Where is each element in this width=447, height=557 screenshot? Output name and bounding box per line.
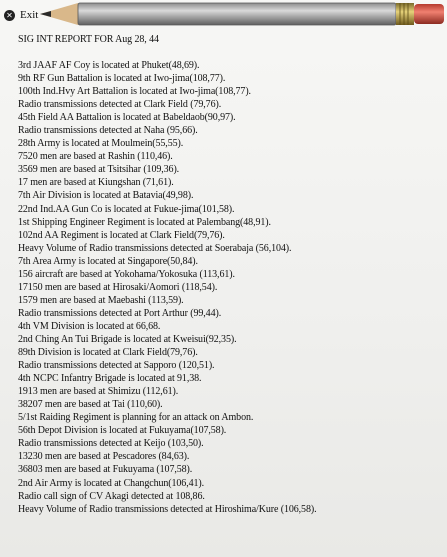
report-line: 13230 men are based at Pescadores (84,63). <box>18 451 190 463</box>
report-line: Heavy Volume of Radio transmissions detected at Soerabaja (56,104). <box>18 242 292 254</box>
report-line: Radio transmissions detected at Naha (95,66). <box>18 125 198 137</box>
report-line: 1913 men are based at Shimizu (112,61). <box>18 386 179 398</box>
report-lines <box>18 59 438 516</box>
report-line: 5/1st Raiding Regiment is planning for an attack on Ambon. <box>18 412 254 424</box>
report-line: 36803 men are based at Fukuyama (107,58). <box>18 464 193 476</box>
exit-label: Exit <box>20 9 39 21</box>
report-line: 45th Field AA Battalion is located at Babeldaob(90,97). <box>18 112 236 124</box>
report-line: 22nd Ind.AA Gun Co is located at Fukue-jima(101,58). <box>18 203 235 215</box>
report-line: 4th NCPC Infantry Brigade is located at 91,38. <box>18 373 202 385</box>
report-line: 9th RF Gun Battalion is located at Iwo-jima(108,77). <box>18 73 226 85</box>
report-line: 89th Division is located at Clark Field(79,76). <box>18 347 198 359</box>
report-line: 102nd AA Regiment is located at Clark Field(79,76). <box>18 229 225 241</box>
close-icon: ✕ <box>4 10 15 21</box>
report-line: Heavy Volume of Radio transmissions detected at Hiroshima/Kure (106,58). <box>18 503 317 515</box>
report-line: Radio transmissions detected at Keijo (103,50). <box>18 438 204 450</box>
pencil-icon <box>40 0 447 30</box>
report-line: 1st Shipping Engineer Regiment is located at Palembang(48,91). <box>18 216 271 228</box>
report-line: 2nd Ching An Tui Brigade is located at Kweisui(92,35). <box>18 333 237 345</box>
report-line: Radio transmissions detected at Port Arthur (99,44). <box>18 307 222 319</box>
report-line: 17150 men are based at Hirosaki/Aomori (118,54). <box>18 281 218 293</box>
report-line: 100th Ind.Hvy Art Battalion is located at Iwo-jima(108,77). <box>18 86 251 98</box>
report-line: 7th Area Army is located at Singapore(50,84). <box>18 255 198 267</box>
report-line: 38207 men are based at Tai (110,60). <box>18 399 163 411</box>
report-line: 17 men are based at Kiungshan (71,61). <box>18 177 174 189</box>
top-toolbar <box>0 0 447 28</box>
report-line: 28th Army is located at Moulmein(55,55). <box>18 138 184 150</box>
report-line: Radio call sign of CV Akagi detected at 108,86. <box>18 490 205 502</box>
sigint-report <box>18 33 438 516</box>
exit-button[interactable] <box>4 8 38 22</box>
report-line: 56th Depot Division is located at Fukuyama(107,58). <box>18 425 227 437</box>
report-line: 3rd JAAF AF Coy is located at Phuket(48,69). <box>18 60 200 71</box>
report-line: Radio transmissions detected at Sapporo (120,51). <box>18 360 215 372</box>
report-line: 2nd Air Army is located at Changchun(106,41). <box>18 477 205 489</box>
report-line: Radio transmissions detected at Clark Field (79,76). <box>18 99 222 111</box>
report-title: SIG INT REPORT FOR Aug 28, 44 <box>18 34 159 45</box>
report-line: 4th VM Division is located at 66,68. <box>18 320 161 332</box>
report-line: 3569 men are based at Tsitsihar (109,36). <box>18 164 180 176</box>
report-line: 7520 men are based at Rashin (110,46). <box>18 151 173 163</box>
report-line: 156 aircraft are based at Yokohama/Yokosuka (113,61). <box>18 268 235 280</box>
report-line: 7th Air Division is located at Batavia(49,98). <box>18 190 194 202</box>
report-line: 1579 men are based at Maebashi (113,59). <box>18 294 184 306</box>
